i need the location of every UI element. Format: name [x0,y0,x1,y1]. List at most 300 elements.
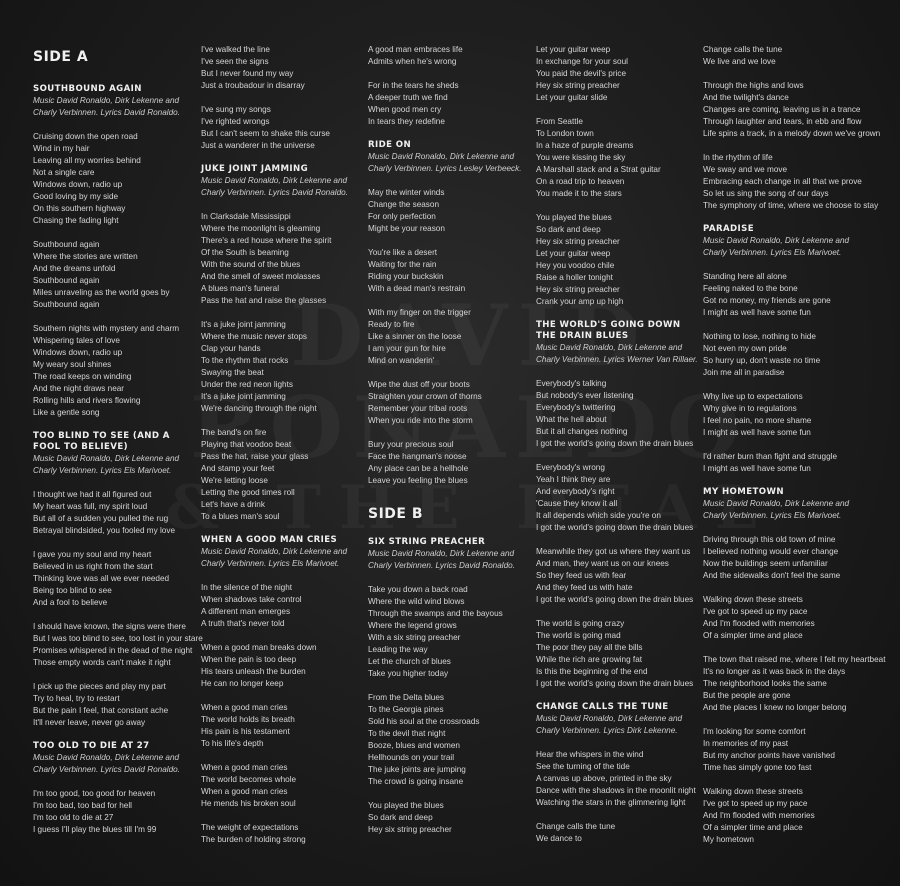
song-title: SIX STRING PREACHER [368,537,486,547]
lyric-line: In a haze of purple dreams [536,141,634,150]
lyric-line: When shadows take control [201,595,302,604]
song-title: RIDE ON [368,140,412,150]
song-block [33,741,195,836]
lyric-line: I've seen the signs [201,57,269,66]
lyric-line: In exchange for your soul [536,57,628,66]
lyric-line: I got the world's going down the drain blues [536,595,694,604]
lyrics-column-2 [201,44,363,858]
lyric-line: From the Delta blues [368,693,444,702]
lyric-line: Walking down these streets [703,595,803,604]
song-credits: Music David Ronaldo, Dirk Lekenne and Charly Verbinnen. Lyrics David Ronaldo. [201,176,348,197]
lyric-line: Try to heal, try to restart [33,694,120,703]
lyric-line: And stamp your feet [201,464,275,473]
lyrics-column-3 [368,44,530,848]
lyric-line: Not a single care [33,168,95,177]
lyric-line: Dance with the shadows in the moonlit night [536,786,696,795]
stanza [536,462,698,534]
lyric-line: In Clarksdale Mississippi [201,212,291,221]
stanza [33,621,203,669]
lyric-line: Believed in us right from the start [33,562,153,571]
side-heading: SIDE A [33,49,89,65]
lyric-line: And the dreams unfold [33,264,116,273]
lyric-line: But I was too blind to see, too lost in your stare [33,634,203,643]
lyric-line: Take you higher today [368,669,449,678]
lyric-line: May the winter winds [368,188,445,197]
lyric-line: I might as well have some fun [703,308,811,317]
stanza [201,44,363,92]
lyric-line: But I never found my way [201,69,294,78]
lyric-line: Wind in my hair [33,144,90,153]
song-credits: Music David Ronaldo, Dirk Lekenne and Charly Verbinnen. Lyrics David Ronaldo. [368,549,515,570]
lyric-line: A Marshall stack and a Strat guitar [536,165,661,174]
lyric-line: Those empty words can't make it right [33,658,171,667]
lyric-line: You paid the devil's price [536,69,627,78]
lyric-line: To a blues man's soul [201,512,280,521]
stanza [201,319,363,415]
stanza [536,212,698,308]
stanza [703,451,865,475]
song-block [703,487,886,846]
stanza [536,821,698,845]
lyric-line: I thought we had it all figured out [33,490,152,499]
lyric-line: It's no longer as it was back in the days [703,667,846,676]
lyric-line: Change calls the tune [536,822,616,831]
lyric-line: But my anchor points have vanished [703,751,835,760]
lyric-line: Nothing to lose, nothing to hide [703,332,816,341]
lyric-line: Everybody's wrong [536,463,605,472]
lyric-line: Mind on wanderin' [368,356,435,365]
lyric-line: The symphony of time, where we choose to stay [703,201,879,210]
lyric-line: A canvas up above, printed in the sky [536,774,672,783]
lyric-line: Miles unraveling as the world goes by [33,288,170,297]
lyric-line: Change calls the tune [703,45,783,54]
lyric-line: My hometown [703,835,754,844]
lyric-line: Standing here all alone [703,272,787,281]
lyric-line: For in the tears he sheds [368,81,459,90]
lyric-line: With a dead man's restrain [368,284,466,293]
lyric-line: We're dancing through the night [201,404,317,413]
song-title: TOO OLD TO DIE AT 27 [33,741,150,751]
lyric-line: Crank your amp up high [536,297,624,306]
stanza [201,822,363,846]
lyric-line: And the smell of sweet molasses [201,272,321,281]
lyric-line: A deeper truth we find [368,93,448,102]
lyric-line: The poor they pay all the bills [536,643,643,652]
lyric-line: And everybody's right [536,487,615,496]
lyric-line: So dark and deep [368,813,433,822]
lyric-line: Swaying the beat [201,368,264,377]
lyric-line: What the hell about [536,415,607,424]
stanza [536,44,698,104]
lyric-line: Join me all in paradise [703,368,785,377]
lyric-line: To the devil that night [368,729,446,738]
lyric-line: I am your gun for hire [368,344,446,353]
stanza [33,323,195,419]
lyric-line: Where the legend grows [368,621,457,630]
lyric-line: Let your guitar weep [536,45,611,54]
lyric-line: We're letting loose [201,476,268,485]
lyric-line: It's a juke joint jamming [201,320,286,329]
lyric-line: In tears they redefine [368,117,445,126]
lyric-line: Being too blind to see [33,586,112,595]
song-credits: Music David Ronaldo, Dirk Lekenne and Charly Verbinnen. Lyrics Lesley Verbeeck. [368,152,522,173]
lyric-line: I'm looking for some comfort [703,727,806,736]
lyric-line: So they feed us with fear [536,571,627,580]
lyric-line: Where the wild wind blows [368,597,465,606]
lyric-line: Riding your buckskin [368,272,444,281]
lyric-line: The burden of holding strong [201,835,306,844]
lyric-line: Through the swamps and the bayous [368,609,503,618]
lyric-line: Letting the good times roll [201,488,295,497]
lyric-line: The road keeps on winding [33,372,132,381]
lyric-line: When a good man cries [201,703,288,712]
stanza [703,152,879,212]
lyric-line: Everybody's talking [536,379,607,388]
lyric-line: Of the South is beaming [201,248,289,257]
lyric-line: I've got to speed up my pace [703,607,808,616]
lyric-line: The juke joints are jumping [368,765,466,774]
stanza [368,307,530,367]
lyric-line: A truth that's never told [201,619,285,628]
lyric-line: Where the stories are written [33,252,138,261]
lyric-line: Hey six string preacher [368,825,452,834]
lyric-line: The weight of expectations [201,823,299,832]
lyric-line: You played the blues [536,213,612,222]
lyric-line: My weary soul shines [33,360,112,369]
lyric-line: Everybody's twittering [536,403,616,412]
lyric-line: Hear the whispers in the wind [536,750,644,759]
lyric-line: Is this the beginning of the end [536,667,648,676]
song-continuation [201,44,363,152]
song-block [703,224,865,475]
lyric-line: I might as well have some fun [703,428,811,437]
lyric-line: The world is going mad [536,631,621,640]
lyric-line: Yeah I think they are [536,475,611,484]
lyric-line: Take you down a back road [368,585,468,594]
lyric-line: We sway and we move [703,165,788,174]
lyric-line: To London town [536,129,594,138]
lyric-line: We live and we love [703,57,776,66]
lyric-line: On this southern highway [33,204,126,213]
lyric-line: With a six string preacher [368,633,461,642]
song-title: CHANGE CALLS THE TUNE [536,702,669,712]
song-title: MY HOMETOWN [703,487,784,497]
lyric-line: The neighborhood looks the same [703,679,827,688]
lyric-line: Where the moonlight is gleaming [201,224,321,233]
lyric-line: But the people are gone [703,691,791,700]
lyric-line: Why give in to regulations [703,404,797,413]
lyric-line: Southbound again [33,276,100,285]
lyric-line: It's a juke joint jamming [201,392,286,401]
lyric-line: And I'm flooded with memories [703,619,815,628]
lyric-line: In the silence of the night [201,583,293,592]
stanza [368,247,530,295]
stanza [536,378,698,450]
song-credits: Music David Ronaldo, Dirk Lekenne and Charly Verbinnen. Lyrics Els Marivoet. [201,547,348,568]
song-credits: Music David Ronaldo, Dirk Lekenne and Charly Verbinnen. Lyrics David Ronaldo. [33,753,180,774]
lyric-line: On a road trip to heaven [536,177,625,186]
lyric-line: Playing that voodoo beat [201,440,292,449]
lyric-line: The world holds its breath [201,715,295,724]
lyric-line: I'd rather burn than fight and struggle [703,452,838,461]
lyric-line: The crowd is going insane [368,777,464,786]
lyric-line: Now the buildings seem unfamiliar [703,559,828,568]
lyric-line: Just a troubadour in disarray [201,81,305,90]
stanza [33,131,195,227]
lyric-line: The world is going crazy [536,619,625,628]
lyric-line: I've walked the line [201,45,270,54]
stanza [368,439,530,487]
stanza [368,379,530,427]
lyric-line: My heart was full, my spirit loud [33,502,148,511]
stanza [536,546,698,606]
song-title: SOUTHBOUND AGAIN [33,84,142,94]
stanza [703,654,886,714]
lyric-line: When good men cry [368,105,442,114]
stanza [703,44,865,68]
stanza [703,271,865,319]
lyric-line: But I can't seem to shake this curse [201,129,330,138]
stanza [201,104,363,152]
lyric-line: Time has simply gone too fast [703,763,812,772]
lyric-line: Hellhounds on your trail [368,753,455,762]
lyric-line: The world becomes whole [201,775,297,784]
lyric-line: Life spins a track, in a melody down we've grown [703,129,881,138]
lyric-line: See the turning of the tide [536,762,630,771]
lyric-line: I gave you my soul and my heart [33,550,152,559]
lyric-line: Wipe the dust off your boots [368,380,470,389]
lyric-line: When a good man breaks down [201,643,317,652]
song-credits: Music David Ronaldo, Dirk Lekenne and Charly Verbinnen. Lyrics Werner Van Rillaer. [536,343,698,364]
lyric-line: When a good man cries [201,787,288,796]
lyric-line: Straighten your crown of thorns [368,392,482,401]
stanza [33,681,195,729]
stanza [703,786,865,846]
lyric-line: I guess I'll play the blues till I'm 99 [33,825,157,834]
lyric-line: And they feed us with hate [536,583,633,592]
lyric-line: Let your guitar weep [536,249,611,258]
song-block [536,702,698,845]
lyric-line: To the rhythm that rocks [201,356,289,365]
lyric-line: Booze, blues and women [368,741,460,750]
lyric-line: Change the season [368,200,440,209]
lyric-line: You made it to the stars [536,189,622,198]
stanza [201,582,363,630]
lyric-line: It'll never leave, never go away [33,718,146,727]
lyric-line: Under the red neon lights [201,380,293,389]
lyric-line: I got the world's going down the drain blues [536,523,694,532]
lyric-line: Let the church of blues [368,657,451,666]
lyric-line: Clap your hands [201,344,261,353]
lyric-line: I'm too good, too good for heaven [33,789,156,798]
lyric-line: So dark and deep [536,225,601,234]
side-heading: SIDE B [368,506,424,522]
lyric-line: With the sound of the blues [201,260,301,269]
lyric-line: Bury your precious soul [368,440,454,449]
lyric-line: Not even my own pride [703,344,787,353]
lyrics-column-4 [536,44,698,857]
lyric-line: To his life's depth [201,739,264,748]
lyric-line: While the rich are growing fat [536,655,643,664]
stanza [536,618,698,690]
lyric-line: And a fool to believe [33,598,108,607]
lyric-line: I've righted wrongs [201,117,270,126]
lyric-line: Rolling hills and rivers flowing [33,396,141,405]
stanza [368,187,530,235]
song-continuation [368,44,530,128]
lyric-line: When the pain is too deep [201,655,297,664]
lyric-line: A good man embraces life [368,45,463,54]
song-credits: Music David Ronaldo, Dirk Lekenne and Charly Verbinnen. Lyrics Els Marivoet. [33,454,180,475]
lyric-line: I've sung my songs [201,105,271,114]
song-block [368,140,530,487]
lyric-line: Of a simpler time and place [703,823,803,832]
lyric-line: Hey you voodoo chile [536,261,615,270]
lyric-line: Windows down, radio up [33,180,123,189]
lyric-line: In the rhythm of life [703,153,773,162]
lyric-line: And the night draws near [33,384,125,393]
lyric-line: His tears unleash the burden [201,667,306,676]
lyric-line: You played the blues [368,801,444,810]
lyric-line: I've got to speed up my pace [703,799,808,808]
song-title: TOO BLIND TO SEE (AND A FOOL TO BELIEVE) [33,431,170,452]
stanza [201,642,363,690]
lyric-line: Where the music never stops [201,332,308,341]
lyric-line: But all of a sudden you pulled the rug [33,514,169,523]
lyric-line: Chasing the fading light [33,216,119,225]
lyric-line: Of a simpler time and place [703,631,803,640]
lyric-line: Thinking love was all we ever needed [33,574,170,583]
lyric-line: Leaving all my worries behind [33,156,141,165]
lyric-line: You're like a desert [368,248,438,257]
lyric-line: Leave you feeling the blues [368,476,468,485]
lyric-line: Walking down these streets [703,787,803,796]
stanza [703,726,865,774]
lyric-line: And man, they want us on our knees [536,559,669,568]
lyric-line: To the Georgia pines [368,705,444,714]
lyric-line: Got no money, my friends are gone [703,296,831,305]
lyric-line: Southbound again [33,240,100,249]
lyric-line: Through the highs and lows [703,81,804,90]
stanza [536,749,698,809]
lyric-line: Waiting for the rain [368,260,437,269]
stanza [33,788,195,836]
lyric-line: Hey six string preacher [536,237,620,246]
lyric-line: So let us sing the song of our days [703,189,829,198]
lyric-line: His pain is his testament [201,727,290,736]
stanza [368,584,530,680]
lyric-line: Might be your reason [368,224,445,233]
lyric-line: And the sidewalks don't feel the same [703,571,841,580]
lyric-line: Hey six string preacher [536,285,620,294]
lyric-line: But nobody's ever listening [536,391,634,400]
lyric-line: I might as well have some fun [703,464,811,473]
song-title: WHEN A GOOD MAN CRIES [201,535,338,545]
lyric-line: Good loving by my side [33,192,119,201]
lyric-line: But it all changes nothing [536,427,628,436]
song-title: THE WORLD'S GOING DOWN THE DRAIN BLUES [536,320,681,341]
lyric-line: I got the world's going down the drain blues [536,439,694,448]
lyric-line: Just a wanderer in the universe [201,141,315,150]
stanza [703,594,865,642]
stanza [368,692,530,788]
lyric-line: There's a red house where the spirit [201,236,332,245]
lyric-line: I pick up the pieces and play my part [33,682,166,691]
lyric-line: With my finger on the trigger [368,308,471,317]
lyric-line: Hey six string preacher [536,81,620,90]
lyric-line: He can no longer keep [201,679,284,688]
lyric-line: Let your guitar slide [536,93,608,102]
lyric-line: In memories of my past [703,739,789,748]
lyric-line: Pass the hat, raise your glass [201,452,309,461]
lyric-line: Why live up to expectations [703,392,803,401]
lyric-line: It all depends which side you're on [536,511,661,520]
lyric-line: And I'm flooded with memories [703,811,815,820]
lyric-line: Through laughter and tears, in ebb and flow [703,117,862,126]
stanza [536,116,698,200]
lyric-line: So hurry up, don't waste no time [703,356,821,365]
lyric-line: You were kissing the sky [536,153,626,162]
lyric-line: The band's on fire [201,428,267,437]
lyric-line: I feel no pain, no more shame [703,416,812,425]
song-block [33,84,195,419]
lyric-line: Promises whispered in the dead of the night [33,646,193,655]
lyric-line: Let's have a drink [201,500,265,509]
lyric-line: Any place can be a hellhole [368,464,469,473]
lyric-line: Cruising down the open road [33,132,138,141]
lyric-line: A different man emerges [201,607,291,616]
lyric-line: We dance to [536,834,582,843]
lyric-line: Pass the hat and raise the glasses [201,296,327,305]
song-credits: Music David Ronaldo, Dirk Lekenne and Charly Verbinnen. Lyrics David Ronaldo. [33,96,180,117]
lyric-line: He mends his broken soul [201,799,296,808]
lyric-line: Driving through this old town of mine [703,535,836,544]
lyric-line: Ready to fire [368,320,415,329]
stanza [201,427,363,523]
lyric-line: I'm too bad, too bad for hell [33,801,132,810]
stanza [33,549,195,609]
lyric-line: A blues man's funeral [201,284,280,293]
song-block [201,535,363,846]
stanza [703,391,865,439]
lyrics-column-1 [33,44,203,848]
lyric-line: I should have known, the signs were there [33,622,186,631]
lyric-line: Meanwhile they got us where they want us [536,547,691,556]
lyric-line: I'm too old to die at 27 [33,813,114,822]
lyric-line: And the places I knew no longer belong [703,703,847,712]
song-title: PARADISE [703,224,755,234]
stanza [201,702,363,750]
lyric-line: Changes are coming, leaving us in a trance [703,105,861,114]
lyric-line: Like a gentle song [33,408,100,417]
lyric-line: From Seattle [536,117,583,126]
lyrics-column-5 [703,44,886,858]
lyric-line: Raise a holler tonight [536,273,613,282]
stanza [201,762,363,810]
song-title: JUKE JOINT JAMMING [201,164,309,174]
lyric-line: Remember your tribal roots [368,404,468,413]
lyric-line: I got the world's going down the drain blues [536,679,694,688]
stanza [33,489,195,537]
song-credits: Music David Ronaldo, Dirk Lekenne and Charly Verbinnen. Lyrics Dirk Lekenne. [536,714,683,735]
lyric-line: Whispering tales of love [33,336,120,345]
stanza [201,211,363,307]
lyric-line: When you ride into the storm [368,416,473,425]
lyric-line: Betrayal blindsided, you fooled my love [33,526,175,535]
song-block [368,537,530,836]
lyric-line: Watching the stars in the glimmering light [536,798,686,807]
song-continuation [703,44,881,212]
